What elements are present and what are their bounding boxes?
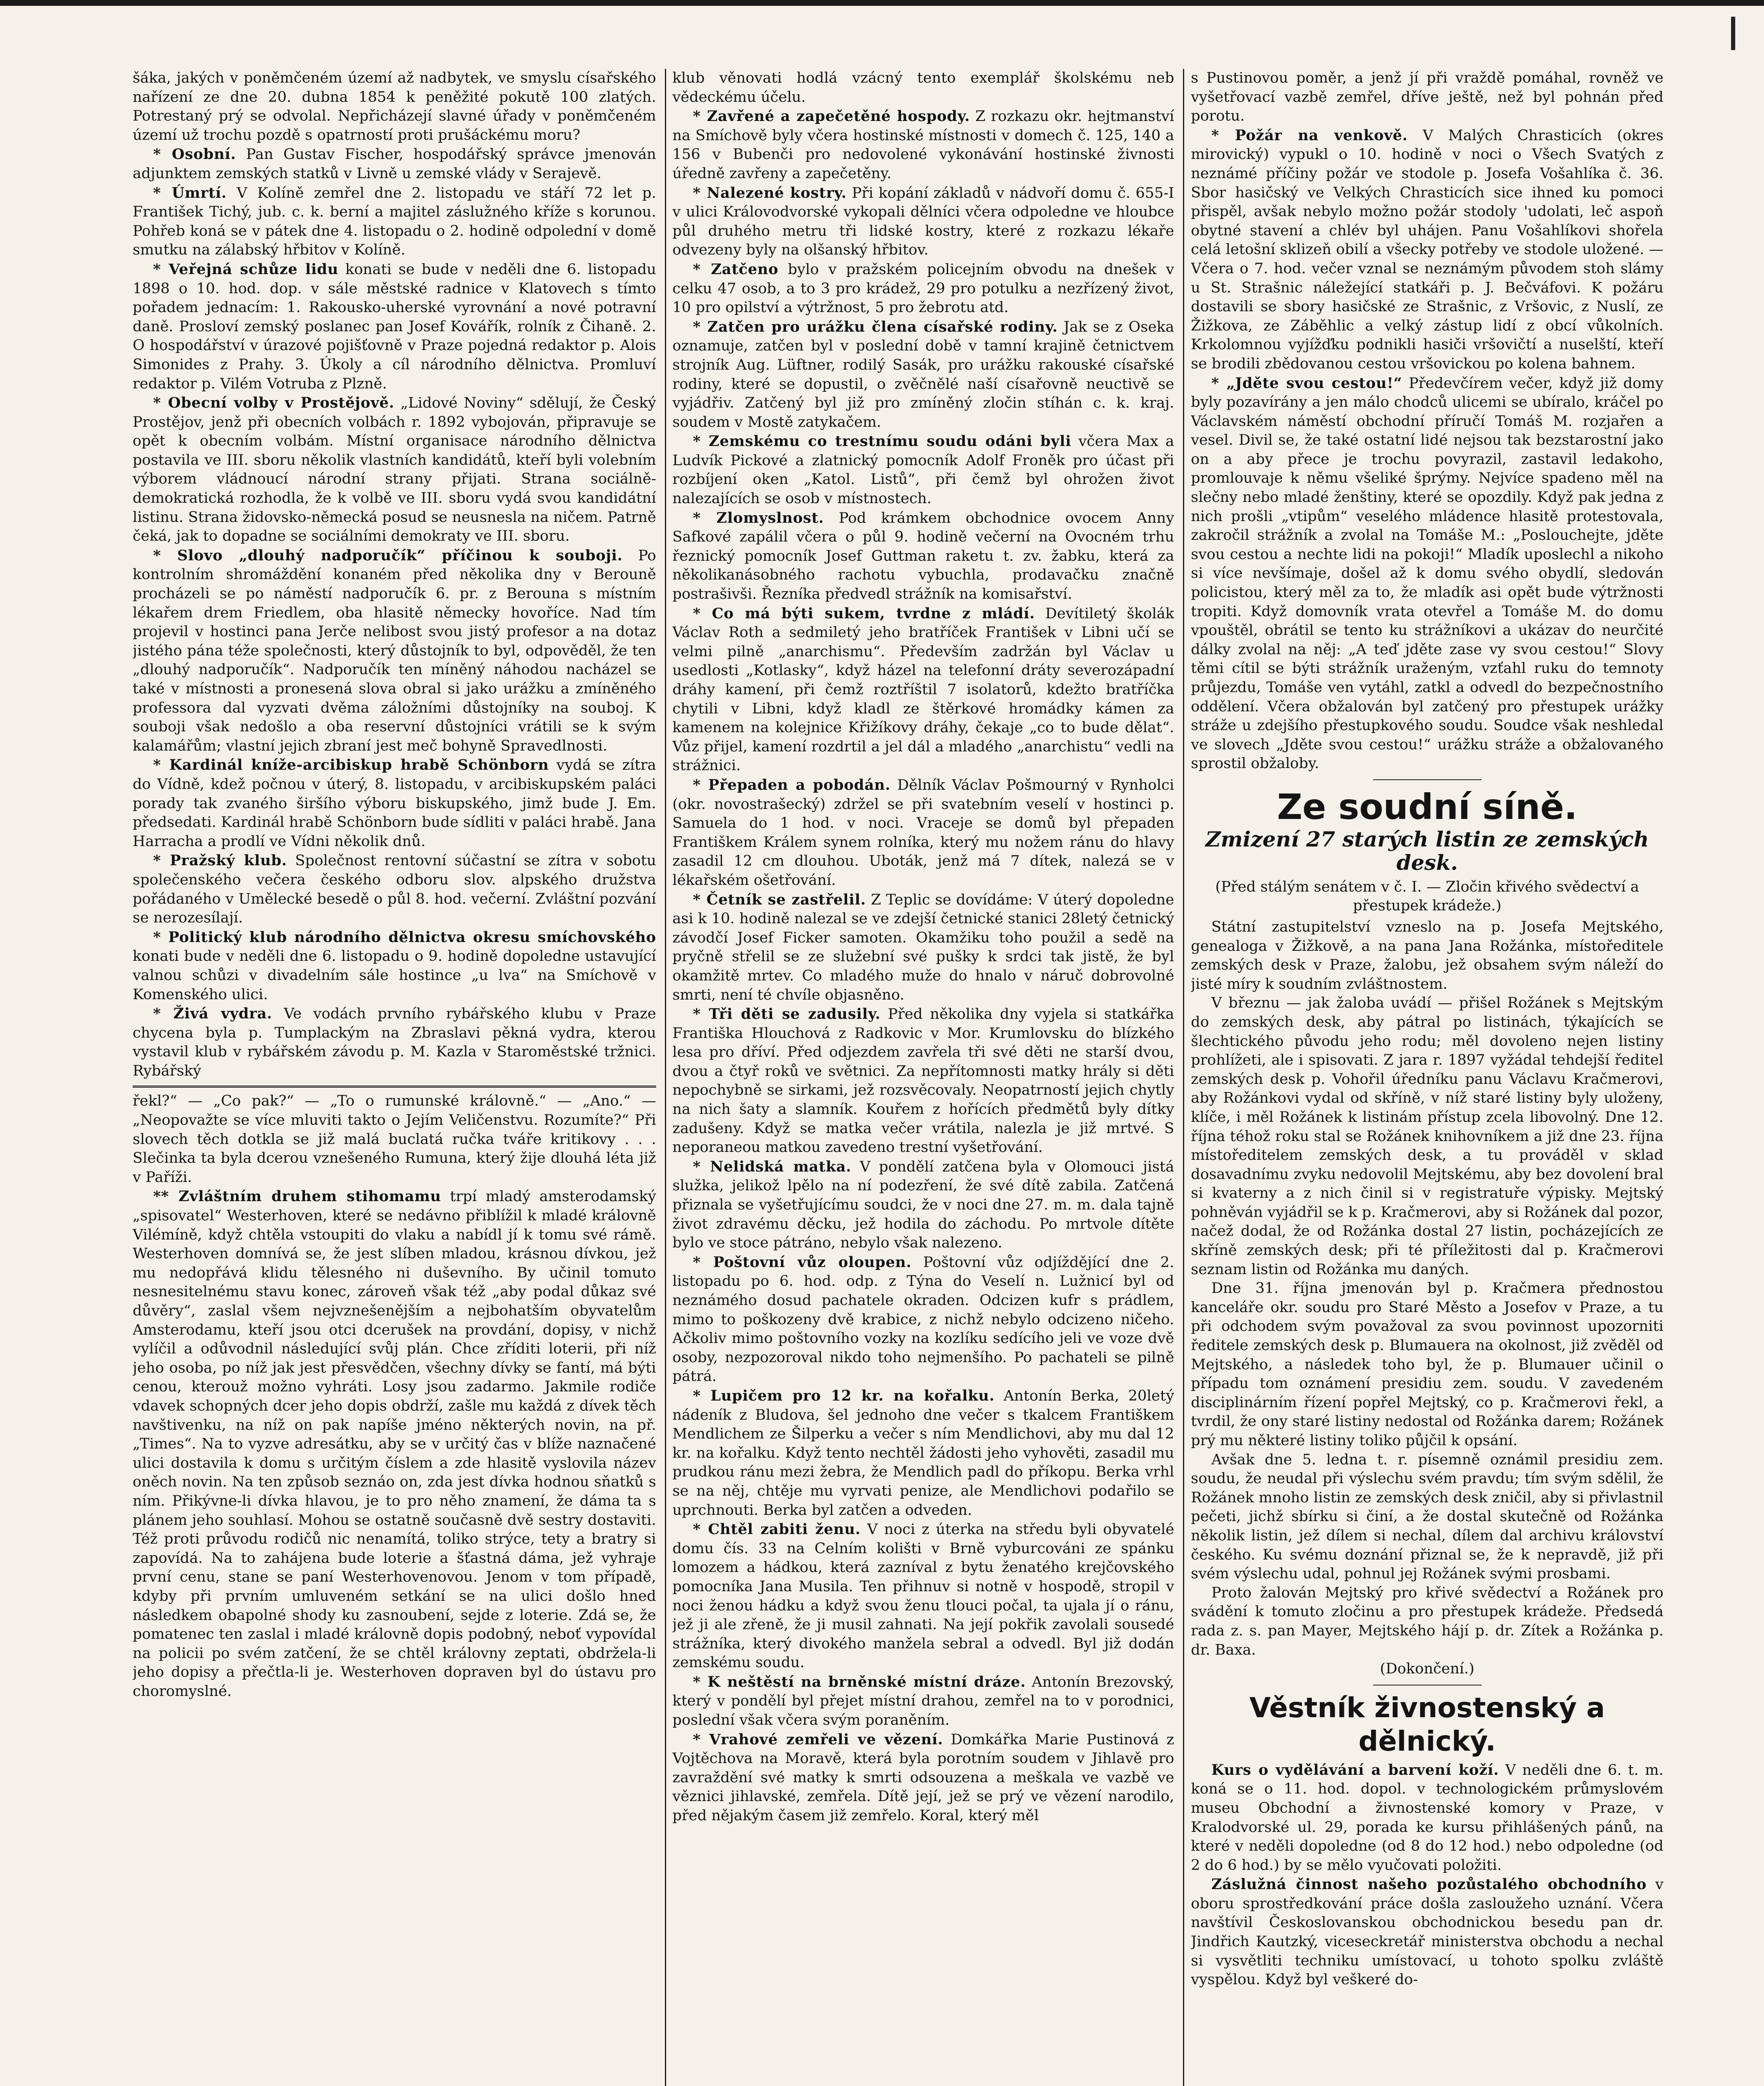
article-text: V noci z úterka na středu byli obyvatelé domu čís. 33 na Celním kolišti v Brně vyburcováni ze spánku lomozem a hádkou, která zazníval z bytu ženatého krejčovského pomocníka Jana Musila. Ten přihnuv si notně v hospodě, stropil v noci ženou hádku a když svou ženu tlouci počal, ta ujala jí o ránu, jež ji ale zřeně, že ji musil zahnati. Na její pokřik zavolali sousedé strážníka, který divokého manžela sebral a odvedl. Byl již dodán zemskému soudu.: [672, 1521, 1174, 1671]
article-text: Ve vodách prvního rybářského klubu v Praze chycena byla p. Tumplackým na Zbraslavi pěkná vydra, kterou vystavil klub v rybářském závodu p. M. Kazla v Staroměstské tržnici. Rybářský: [133, 1005, 656, 1079]
article-text: V neděli dne 6. t. m. koná se o 11. hod. dopol. v technologickém průmyslovém museu Obchodní a živnostenské komory v Praze, v Kralodvorské ul. 29, porada ke kursu přihlášených pánů, na které v neděli dopoledne (od 8 do 12 hod.) nebo odpoledne (od 2 do 6 hod.) by se mělo vyučovati položiti.: [1191, 1761, 1663, 1874]
article-text: Poštovní vůz odjíždějící dne 2. listopadu po 6. hod. odp. z Týna do Veselí n. Lužnicí byl od neznámého dosud pachatele okraden. Odcizen kufr s prádlem, mimo to poškozeny dvě krabice, z nichž nebylo odcizeno ničeho. Ačkoliv mimo poštovního vozky na kozlíku sedícího jeli ve voze dvě osoby, nezpozoroval nikdo toho nejmenšího. Po pachateli se pilně pátrá.: [672, 1254, 1174, 1385]
article-heading: ** Zvláštním druhem stihomamu: [153, 1188, 441, 1205]
section-note: (Před stálým senátem v č. I. — Zločin křivého svědectví a přestupek krádeže.): [1215, 878, 1639, 914]
article-cetnik: [672, 890, 1174, 1005]
article-heading: * Úmrtí.: [153, 184, 227, 202]
article-text: Před několika dny vyjela si statkářka Františka Hlouchová z Radkovic v Mor. Krumlovsku do blízkého lesa pro dříví. Před odjezdem zavřela tři své děti ne starší dvou, dvou a čtyř roků ve světnici. Za nepřítomnosti matky hrály si děti nepochybně se sirkami, jež rozsvěcovaly. Neopatrností jejich chytly na nich šaty a slamník. Kouřem z hořících předmětů byly dítky zadušeny. Když se matka večer vrátila, nalezla je již mrtvé. S neporaneou matkou zavedeno trestní vyšetřování.: [672, 1006, 1174, 1156]
article-text: vydá se zítra do Vídně, kdež počnou v úterý, 8. listopadu, v arcibiskupském paláci porady tak zvaného širšího výboru biskupského, jimž bude J. Em. předsedati. Kardinál hrabě Schönborn bude sídliti v paláci hrabě. Jana Harracha a prodlí ve Vídni několik dnů.: [133, 757, 656, 850]
article-heading: * Přepaden a pobodán.: [693, 776, 891, 794]
article-text: trpí mladý amsterodamský „spisovatel“ Westerhoven, které se nedávno přiblížil k mladé královně Vilémíně, když chtěla vstoupiti do vlaku a nabídl jí k tomu své rámě. Westerhoven domnívá se, že jest slíben mladou, krásnou dívkou, jež mu nedopřává klidu tělesného ni duševního. By učinil tomuto nesnesitelnému stavu konec, zároveň však též „aby podal důkaz své důvěry“, zaslal všem nejvznešenějším a nejbohatším obyvatelům Amsterodamu, kteří jsou otci dcerušek na provdání, dopisy, v nichž vylíčil a odůvodnil následující svůj plán. Chce zříditi loterii, při níž jeho osoba, po níž jak jest přesvědčen, všechny dívky se fantí, má býti cenou, kterouž možno vyhráti. Losy jsou zadarmo. Jakmile rodiče vdavek schopných dcer jeho dopis obdrží, zašle mu každá z dívek těch navštivenku, na níž on pak napíše jméno některých novin, na př. „Times“. Na to vyzve adresátku, aby se v určitý čas v blíže naznačené ulici dostavila k domu s určitým číslem a zde hlasitě vyslovila název oněch novin. Na ten způsob seznáo on, zda jest dívka hodnou sňatků s ním. Přikývne-li dívka hlavou, je to pro něho znamení, že dáma ta s plánem jeho souhlasí. Mohou se ostatně současně dvě sestry dostaviti. Též proti průvodu rodičů nic nenamítá, toliko strýce, tety a bratry si zapovídá. Na to zahájena bude loterie a šťastná dáma, jež vyhraje první cenu, stane se paní Westerhovenovou. Jenom v tom případě, kdyby při prvním umluveném setkání se na ulici došlo hned následkem obapolné shody ku zasnoubení, sejde z loterie. Zdá se, že pomatenec ten zaslal i mladé královně dopis podobný, neboť vypovídal na policii po svém zatčení, že se chtěl královny zeptati, obdržela-li jeho dopisy a přečtla-li je. Westerhoven dopraven byl do ústavu pro choromyslné.: [133, 1188, 656, 1700]
article-heading: * Zatčeno: [693, 260, 779, 278]
scan-margin-mark: [1731, 17, 1735, 50]
article-zlomyslnost: [672, 509, 1174, 604]
section-subtitle: Zmizení 27 starých listin ze zemských desk.: [1205, 826, 1649, 875]
article-pozar: [1191, 126, 1663, 374]
column-2: [672, 69, 1174, 2086]
article-zatceno: [672, 260, 1174, 317]
article-heading: Záslužná činnost našeho pozůstalého obchodního: [1211, 1876, 1647, 1893]
article-heading: * K neštěstí na brněnské místní dráze.: [693, 1673, 1026, 1690]
court-paragraph: Státní zastupitelství vzneslo na p. Josefa Mejtského, genealoga v Žižkově, a na pana Jana Rožánka, místoředitele zemských desk v Praze, žalobu, jež obsahem svým náleží do jisté míry k soudním zvláštnostem.: [1191, 918, 1663, 993]
article-stihomam: [133, 1187, 656, 1701]
article-zavrene: [672, 107, 1174, 183]
article-heading: * Poštovní vůz oloupen.: [693, 1253, 912, 1271]
article-text: Dělník Václav Pošmourný v Rynholci (okr. novostrašecký) zdržel se při svatebním veselí v hostinci p. Samuela do 1 hod. v noci. Vraceje se domů byl přepaden Františkem Králem synem rolníka, který mu nožem ránu do hlavy zasadil 12 cm dlouhou. Uboták, jenž má 7 dítek, nalezá se v lékařském ošetřování.: [672, 776, 1174, 889]
article-text: konati bude v neděli dne 6. listopadu o 9. hodině dopoledne ustavující valnou schůzi v divadelním sále hostince „u lva“ na Smíchově v Komenského ulici.: [133, 948, 656, 1003]
article-heading: * Politický klub národního dělnictva okresu smíchovského: [153, 928, 656, 946]
article-sukem: [672, 604, 1174, 776]
article-text: Po kontrolním shromáždění konaném před několika dny v Berouně procházeli se po náměstí nadporučík 6. pr. z Berouna s místním lékařem drem Friedlem, oba hlasitě německy hovoříce. Nad tím projevil v hostinci pana Jerče nelibost svou jistý profesor a na dotaz jistého pána téže společnosti, který důstojník to byl, odpověděl, že ten „dlouhý nadporučík“. Nadporučík ten míněný náhodou nacházel se také v místnosti a pronesená slova obral si jako urážku a zmíněného professora dal vyzvati dvěma záložními důstojníky na souboj. K souboji však nedošlo a oba reservní důstojníci vrátili se k svým kalamářům; vlastní jejich zbraní jest meč bohyně Spravedlnosti.: [133, 547, 656, 754]
article-prepaden: [672, 776, 1174, 890]
article-text: Při kopání základů v nádvoří domu č. 655-I v ulici Královodvorské vykopali dělníci včera odpoledne ve hloubce půl druhého metru tři lidské kostry, které z rozkazu lékaře odvezeny byly na olšanský hřbitov.: [672, 184, 1174, 259]
article-heading: Kurs o vydělávání a barvení koží.: [1211, 1761, 1499, 1779]
article-lupicem: [672, 1386, 1174, 1520]
article-heading: * Kardinál kníže-arcibiskup hrabě Schönborn: [153, 756, 549, 774]
article-text: V Malých Chrasticích (okres mirovický) vypukl o 10. hodině v noci o Všech Svatých z neznámé příčiny požár ve stodole p. Josefa Vošahlíka č. 36. Sbor hasičský ve Velkých Chrasticích sice ihned ku pomoci přispěl, avšak nebylo možno požár stodoly 'udolati, leč aspoň obytné stavení a chlév byl uhájen. Panu Vošahlíkovi shořela celá letošní sklizeň obilí a všecky potřeby ve stodole uložené. — Včera o 7. hod. večer vznal se neznámým původem stoh slámy u St. Strašnic náležející statkáři p. J. Bečváfovi. K požáru dostavili se sbory hasičské ze Strašnic, z Vršovic, z Nuslí, ze Žižkova, ze Záběhlic a velký zástup lidí z obcí vůkolních. Krkolomnou vyjížďku podnikli hasiči vršovičtí a nuselští, kteří se brodili zbědovanou cestou vršovickou po kolena bahnem.: [1191, 127, 1663, 372]
article-heading: * Osobní.: [153, 146, 236, 163]
column-3: [1191, 69, 1663, 2086]
article-heading: * Zatčen pro urážku člena císařské rodiny.: [693, 318, 1058, 335]
article-heading: * Nalezené kostry.: [693, 184, 847, 202]
article-text: Předevčírem večer, když již domy byly pozavírány a jen málo chodců ulicemi se ubíralo, kráčel po Václavském náměstí obchodní příručí Tomáš M. rozjařen a vesel. Divil se, že také ostatní lidé nejsou tak bezstarostní jako on a aby přece je trochu povyrazil, zastavil ledakoho, promlouvaje k němu všeliké šprýmy. Nejvíce spadeno měl na slečny nebo mladé ženštiny, které se opozdily. Když pak jedna z nich prošli „vtipům“ veselého mládence hlasitě protestovala, zakročil strážník a zvolal na Tomáše M.: „Poslouchejte, jděte svou cestou a nechte lidi na pokoji!“ Mladík uposlechl a nikoho si více nevšímaje, došel až k domu svého obydlí, sledován policistou, který měl za to, že mladík asi opět bude výtržnosti tropiti. Když domovník vrata otevřel a Tomáše M. do domu vpouštěl, obrátil se tento ku strážníkovi a ukázav do neurčité dálky zvolal na něj: „A teď jděte zase vy svou cestou!“ Slovy těmi cítil se býti strážník uraženým, vzťahl ruku do temnoty průjezdu, Tomáše ven vytáhl, zatkl a odvedl do bezpečnostního oddělení. Včera obžalován byl zatčený pro přestupek urážky stráže u zdejšího přestupkového soudu. Soudce však neshledal ve slovech „Jděte svou cestou!“ urážku stráže a obžalovaného sprostil obžaloby.: [1191, 375, 1663, 772]
column-1: [133, 69, 656, 2086]
article-heading: * Pražský klub.: [153, 852, 287, 869]
article-text: Z rozkazu okr. hejtmanství na Smíchově byly včera hostinské místnosti v domech č. 125, 140 a 156 v Bubenči pro nedovolené vykonávání hostinské živnosti úředně zavřeny a zapečetěny.: [672, 108, 1174, 182]
article-heading: * Co má býti sukem, tvrdne z mládí.: [693, 605, 1035, 622]
article-zemskemu: [672, 432, 1174, 508]
article-heading: * Slovo „dlouhý nadporučík“ příčinou k souboji.: [153, 547, 623, 564]
article-text: Domkářka Marie Pustinová z Vojtěchova na Moravě, která byla porotním soudem v Jihlavě pro zavraždění své matky k smrti odsouzena a meškala ve vazbě ve věznici jihlavské, zemřela. Dítě její, jež se prý ve vězení narodilo, před nějakým časem již zemřelo. Koral, který měl: [672, 1731, 1174, 1824]
article-schuze: [133, 260, 656, 393]
article-heading: * Tři děti se zadusily.: [693, 1005, 881, 1023]
continued-note: (Dokončení.): [1380, 1660, 1475, 1678]
article-kardinal: [133, 756, 656, 851]
court-paragraph: Dne 31. října jmenován byl p. Kračmera přednostou kanceláře okr. soudu pro Staré Město a Josefov v Praze, a tu při odchodem svým považoval za svou povinnost upozorniti ředitele zemských desk p. Blumauera na okolnost, již zvěděl od Mejtského, a následek toho byl, že p. Blumauer učinil o případu tom oznámení presidiu zem. soudu. V zavedeném disciplinárním řízení popřel Mejtský, co p. Kračmerovi řekl, a tvrdil, že ony staré listiny nedostal od Rožánka darem; Rožánek prý mu některé listiny toliko půjčil k opsání.: [1191, 1280, 1663, 1449]
article-kurs: [1191, 1761, 1663, 1875]
article-slovo: [133, 546, 656, 756]
article-osobni: [133, 145, 656, 183]
article-text: Antonín Brezovský, který v pondělí byl přejet místní drahou, zemřel na to v porodnici, poslední však včera svým poraněním.: [672, 1673, 1174, 1729]
article-heading: * Obecní volby v Prostějově.: [153, 394, 395, 412]
article-zaslouzna: [1191, 1875, 1663, 1990]
article-text: Devítiletý školák Václav Roth a sedmiletý jeho bratříček František v Libni učí se velmi pilně „anarchismu“. Především zadržán byl Václav u usedlosti „Kotlasky“, když házel na telefonní dráty severozápadní dráhy kamení, při čemž roztříštil 7 isolatorů, kdežto bratříčka chytili v Libni, když kladl ze štěrkové hromádky kámen za kamenem na kolejnice Křižíkovy dráhy, čekaje „co to bude dělat“. Vůz přijel, kamení rozdrtil a jel dál a mladého „anarchistu“ vedli na strážnici.: [672, 605, 1174, 774]
article-volby: [133, 393, 656, 546]
feuilleton-divider: [133, 1086, 656, 1088]
article-continuation: klub věnovati hodlá vzácný tento exemplář školskému neb vědeckému účelu.: [672, 70, 1174, 106]
article-jdete: [1191, 374, 1663, 773]
article-text: „Lidové Noviny“ sdělují, že Český Prostějov, jenž při obecních volbách r. 1892 vybojován, připravuje se opět k obecním volbám. Místní organisace národního dělnictva postavila ve III. sboru několik vlastních kandidátů, kteří byli volebním výborem vládnoucí národní strany přijati. Strana sociálně-demokratická rozhodla, že k volbě ve III. sboru vydá svou kandidátní listinu. Strana židovsko-německá posud se neusnesla na ničem. Patrně čeká, jak to dopadne se sociálními demokraty ve III. sboru.: [133, 395, 656, 545]
court-paragraph: V březnu — jak žaloba uvádí — přišel Rožánek s Mejtským do zemských desk, aby pátral po listinách, týkajících se šlechtického původu jeho rodu; měl dovoleno nejen listiny prohlížeti, ale i spisovati. Z jara r. 1897 vyžádal tehdejší ředitel zemských desk p. Vohořil úředníku panu Václavu Kračmerovi, aby Rožánkovi vydal od skříně, v níž staré listiny byly uloženy, klíče, i měl Rožánek k listinám přístup zcela libovolný. Dne 12. října téhož roku stal se Rožánek knihovníkem a již dne 23. října místoředitelem zemských desk, a tu prováděl v sklad dosavadnímu zvyku nedovolil Mejtskému, aby bez dovolení bral si kvaterny a z nich činil si v registratuře výpisky. Mejtský pohněván vyjádřil se k p. Kračmerovi, aby si Rožánek dal pozor, načež dodal, že od Rožánka dostal 27 listin, pocházejících ze skříně zemských desk; při té příležitosti dal p. Kračmerovi seznam listin od Rožánka mu daných.: [1191, 995, 1663, 1278]
article-text: V pondělí zatčena byla v Olomouci jistá služka, jelikož lpělo na ní podezření, že své dítě zabila. Zatčená přiznala se vyšetřujícímu soudci, že v noci dne 27. m. m. dala tajně život zdravému děcku, jež hodila do záchodu. Po mrtvole dítěte bylo ve stoce pátráno, nebylo však nalezeno.: [672, 1158, 1174, 1252]
court-paragraph: Proto žalován Mejtský pro křivé svědectví a Rožánek pro svádění k tomuto zločinu a pro přestupek krádeže. Předsedá rada z. s. pan Mayer, Mejtského hájí p. dr. Zítek a Rožánka p. dr. Baxa.: [1191, 1584, 1663, 1658]
article-text: Společnost rentovní súčastní se zítra v sobotu společenského večera českého odboru slov. alpského družstva pořádaného v Umělecké besedě o půl 8. hod. večerní. Zvláštní pozvání se nerozesílají.: [133, 852, 656, 927]
article-heading: * Zavřené a zapečetěné hospody.: [693, 108, 970, 125]
article-kostry: [672, 184, 1174, 260]
section-divider: [1373, 779, 1482, 780]
article-text: v oboru sprostředkování práce došla zasloužeho uznání. Včera navštívil Českoslovanskou obchodnickou besedu pan dr. Jindřich Kautzký, viceseckretář ministerstva obchodu a nechal si vysvětliti techniku umístovací, u tohoto spolku zvláště vyspělou. Když byl veškeré do-: [1191, 1876, 1663, 1988]
article-heading: * Lupičem pro 12 kr. na kořalku.: [693, 1387, 995, 1404]
article-urazka: [672, 317, 1174, 432]
section-title-soudni-sin: Ze soudní síně.: [1277, 786, 1578, 827]
article-text: Z Teplic se dovídáme: V úterý dopoledne asi k 10. hodině nalezal se ve zdejší četnické stanici 28letý četnický závodčí Josef Ficker samoten. Okamžiku toho použil a sedě na pryčně střelil se ze služební své pušky k srdci tak jistě, že byl okamžitě mrtev. Co mladého muže do hnalo v náruč dobrovolné smrti, není té chvíle objasněno.: [672, 891, 1174, 1003]
article-text: V Kolíně zemřel dne 2. listopadu ve stáří 72 let p. František Tichý, jub. c. k. berní a majitel záslužného kříže s korunou. Pohřeb koná se v pátek dne 4. listopadu o 2. hodině odpolední v domě smutku na zálabský hřbitov v Kolíně.: [133, 184, 656, 259]
article-umrti: [133, 184, 656, 260]
article-text: Jak se z Oseka oznamuje, zatčen byl v poslední době v tamní krajině četnictvem strojník Aug. Lüftner, rodilý Sasák, pro urážku rakouské císařské rodiny, které se dopustil, o zvěčnělé naší císařovně neuctivě se vyjádřiv. Zatčený byl již pro zmíněný zločin stíhán c. k. kraj. soudem v Mostě zatykačem.: [672, 318, 1174, 431]
court-paragraph: Avšak dne 5. ledna t. r. písemně oznámil presidiu zem. soudu, že neudal při výslechu svém pravdu; tím svým sdělil, že Rožánek mnoho listin ze zemských desk zničil, aby si přivlastnil pečeti, jichž sbírku si činí, a že dostal skutečně od Rožánka několik listin, jež dílem si nechal, dílem dal archivu království českého. Ku svému doznání přiznal se, že k nepravdě, již při svém výslechu udal, pohnul jej Rožánek svými prosbami.: [1191, 1451, 1663, 1582]
column-rule: [1183, 69, 1184, 2086]
article-heading: * Zlomyslnost.: [693, 509, 824, 527]
article-zeny: [672, 1520, 1174, 1673]
article-politicky: [133, 928, 656, 1004]
article-heading: * Vrahové zemřeli ve vězení.: [693, 1731, 943, 1748]
scan-top-edge: [0, 0, 1764, 6]
article-rumun: řekl?“ — „Co pak?“ — „To o rumunské královně.“ — „Ano.“ — „Neopovažte se více mluviti takto o Jejím Veličenstvu. Rozumíte?“ Při slovech těch dotkla se již malá buclatá ručka tváře kritikovy . . . Slečinka ta byla dcerou vznešeného Rumuna, který žije dlouhá léta již v Paříži.: [133, 1093, 656, 1186]
article-deti: [672, 1005, 1174, 1157]
article-klub: [133, 851, 656, 927]
column-rule: [665, 69, 666, 2086]
section-title-vestnik: Věstník živnostenský a dělnický.: [1249, 1691, 1605, 1757]
article-heading: * Živá vydra.: [153, 1005, 272, 1023]
article-heading: * „Jděte svou cestou!“: [1211, 374, 1402, 392]
article-vydra: [133, 1004, 656, 1081]
article-text: Pan Gustav Fischer, hospodářský správce jmenován adjunktem zemských statků v Livně u zemské vlády v Serajevě.: [133, 146, 656, 182]
article-matka: [672, 1157, 1174, 1253]
article-continuation: s Pustinovou poměr, a jenž jí při vraždě pomáhal, rovněž ve vyšetřovací vazbě zemřel, dříve ještě, než byl pohnán před porotu.: [1191, 70, 1663, 125]
article-brnenske: [672, 1673, 1174, 1730]
article-continuation: šáka, jakých v poněmčeném území až nadbytek, ve smyslu císařského nařízení ze dne 20. dubna 1854 k peněžité pokutě 100 zlatých. Potrestaný prý se odvolal. Nepřicházejí slavné úřady v poněmčeném území už trochu pozdě s opatrností proti prušáckému moru?: [133, 70, 656, 144]
article-heading: * Zemskému co trestnímu soudu odáni byli: [693, 433, 1072, 450]
article-text: Pod krámkem obchodnice ovocem Anny Safkové zapálil včera o půl 9. hodině večerní na Ovocném trhu řeznický pomocník Josef Guttman raketu t. zv. žabku, která za několikanásobného rachotu vybuchla, prodavačku značně postrašivši. Řezníka předvedl strážník na komisařství.: [672, 509, 1174, 603]
article-text: Antonín Berka, 20letý nádeník z Bludova, šel jednoho dne večer s tkalcem Františkem Mendlichem ze Šilperku a večer s ním Mendlichovi, aby mu dal 12 kr. na kořalku. Když tento nechtěl žádosti jeho vyhověti, zasadil mu prudkou ránu mezi žebra, že Mendlich padl do příkopu. Berka vrhl se na něj, chtěje mu vyrvati penize, ale Mendlichovi podařilo se uprchnouti. Berka byl zatčen a odveden.: [672, 1387, 1174, 1519]
article-vuz: [672, 1253, 1174, 1386]
article-heading: * Požár na venkově.: [1211, 126, 1408, 144]
article-vrahove: [672, 1730, 1174, 1826]
article-text: konati se bude v neděli dne 6. listopadu 1898 o 10. hod. dop. v sále městské radnice v Klatovech s tímto pořadem jednacím: 1. Rakousko-uherské vyrovnání a nové potravní daně. Prosloví zemský poslanec pan Josef Kovářík, rolník z Čihaně. 2. O hospodářství v úrazové pojišťovně v Praze pojedná redaktor p. Alois Simonides z Prahy. 3. Úkoly a cíl národního dělnictva. Promluví redaktor p. Vilém Votruba z Plzně.: [133, 261, 656, 392]
article-heading: * Chtěl zabiti ženu.: [693, 1521, 861, 1538]
article-heading: * Četník se zastřelil.: [693, 891, 866, 908]
article-text: bylo v pražském policejním obvodu na dnešek v celku 47 osob, a to 3 pro krádež, 29 pro potulku a nezřízený život, 10 pro opilství a výtržnost, 5 pro žebrotu atd.: [672, 261, 1174, 316]
article-heading: * Nelidská matka.: [693, 1158, 852, 1175]
article-heading: * Veřejná schůze lidu: [153, 260, 339, 278]
article-text: včera Max a Ludvík Pickové a zlatnický pomocník Adolf Froněk pro účast při rozbíjení oken „Katol. Listů“, při čemž byl ohrožen život nalezajících se osob v místnostech.: [672, 433, 1174, 507]
